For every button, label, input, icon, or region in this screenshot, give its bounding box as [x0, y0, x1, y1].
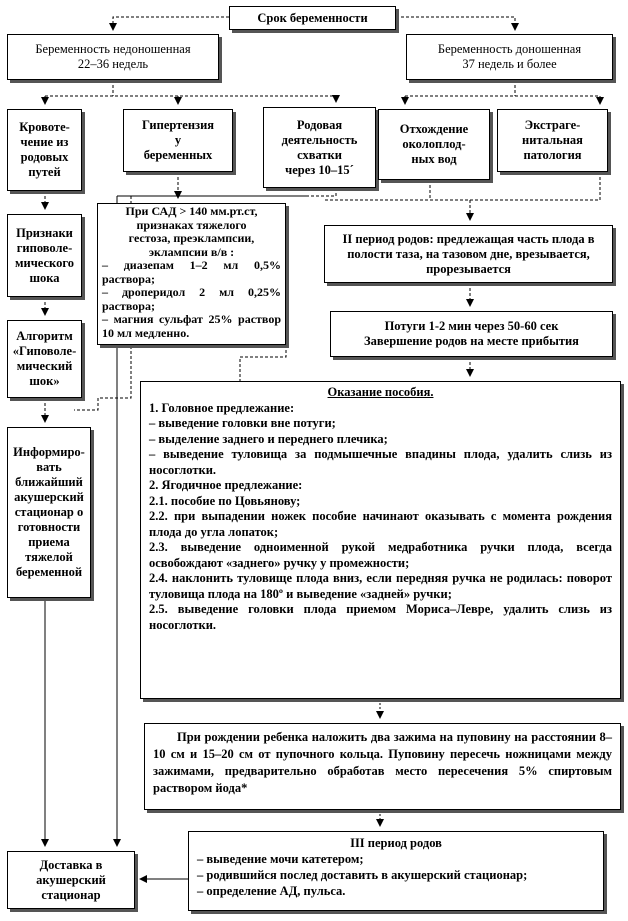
assist-line-10: 2.5. выведение головки плода приемом Мориса–Левре, удалить слизь из носоглотки. [149, 602, 612, 632]
inform-box [7, 427, 91, 598]
assist-line-4: – выведение туловища за подмышечные впадины плода, удалить слизь из носоглотки. [149, 447, 612, 477]
waters-line-1: Отхождение [399, 122, 469, 136]
labor-line-1: Родовая [296, 117, 343, 132]
delivery-line-2: акушерский [36, 872, 106, 887]
preterm-box [7, 34, 219, 80]
hypovolemic-signs-line-2: гиповоле- [16, 240, 73, 255]
treatment-header-line-4: эклампсии в/в : [148, 244, 235, 259]
hypertension-line-1: Гипертензия [141, 118, 215, 132]
assist-line-8: 2.3. выведение одноименной рукой медработника ручки плода, всегда освобождают «заднего» ручку у промежности; [149, 540, 612, 570]
inform-line-8: тяжелой [25, 550, 73, 564]
extragenital-line-3: патология [523, 148, 582, 162]
inform-line-5: стационар о [14, 505, 84, 519]
pushing-line-2: Завершение родов на месте прибытия [364, 334, 579, 348]
hypovolemic-signs-box [7, 214, 82, 297]
stage3-line-1: – выведение мочи катетером; [197, 852, 364, 866]
waters-line-2: околоплод- [402, 137, 466, 151]
hypertension-line-3: беременных [143, 148, 213, 162]
hypovolemic-algorithm-line-4: шок» [29, 374, 60, 388]
extragenital-box [497, 109, 608, 172]
inform-line-4: акушерский [14, 490, 84, 504]
stage3-title: III период родов [350, 836, 442, 850]
stage3-line-3: – определение АД, пульса. [197, 884, 346, 898]
hypovolemic-algorithm-line-2: «Гиповоле- [12, 344, 77, 358]
delivery-line-3: стационар [41, 887, 101, 902]
hypertension-box [123, 109, 233, 172]
pushing-line-1: Потуги 1-2 мин через 50-60 сек [384, 319, 559, 333]
inform-line-2: вать [36, 460, 62, 474]
waters-line-3: ных вод [411, 152, 457, 166]
hypovolemic-signs-line-3: мического [15, 255, 74, 270]
extragenital-line-1: Экстраге- [524, 118, 581, 132]
treatment-header-line-2: признаках тяжелого [136, 217, 247, 232]
assist-line-5: 2. Ягодичное предлежание: [149, 478, 303, 492]
inform-line-1: Информиро- [13, 445, 85, 459]
treatment-header-line-3: гестоза, преэклампсии, [128, 231, 255, 245]
hypertension-line-2: у [174, 133, 182, 147]
assist-line-2: – выведение головки вне потуги; [149, 416, 336, 430]
bleeding-line-4: путей [28, 165, 61, 179]
assist-line-1: 1. Головное предлежание: [149, 400, 295, 415]
hypovolemic-algorithm-line-1: Алгоритм [16, 329, 73, 343]
cord-text: При рождении ребенка наложить два зажима на пуповину на расстоянии 8–10 см и 15–20 см от пупочного кольца. Пуповину пересечь ножницами между зажимами, предварительно обработав место пересечения 5% спиртовым раствором йода* [153, 730, 612, 795]
hypovolemic-algorithm-line-3: мический [16, 359, 73, 373]
bleeding-line-1: Кровоте- [19, 120, 70, 134]
preterm-line-2: 22–36 недель [77, 57, 149, 71]
bleeding-line-2: чение из [20, 135, 69, 149]
assist-line-6: 2.1. пособие по Цовьянову; [149, 493, 301, 508]
inform-line-3: ближайший [15, 475, 83, 489]
assist-title: Оказание пособия. [327, 385, 434, 399]
root-label: Срок беременности [257, 10, 368, 25]
treatment-box [97, 203, 286, 345]
pushing-box [330, 311, 613, 357]
term-line-2: 37 недель и более [462, 57, 557, 71]
hypovolemic-signs-line-1: Признаки [16, 225, 73, 240]
treatment-item-droperidol: – дроперидол 2 мл 0,25% раствора; [102, 285, 281, 313]
stage2-text: II период родов: предлежащая часть плода в полости таза, на тазовом дне, врезывается, прорезывается [342, 231, 595, 276]
extragenital-line-2: нитальная [522, 133, 583, 147]
labor-line-3: схватки [297, 147, 342, 162]
assist-line-3: – выделение заднего и переднего плечика; [149, 431, 388, 446]
delivery-box [7, 851, 135, 909]
stage2-box [324, 225, 613, 283]
assist-box [140, 381, 621, 699]
labor-box [263, 107, 376, 188]
inform-line-6: готовности [17, 520, 81, 534]
bleeding-box [7, 109, 82, 191]
treatment-item-magnesium: – магния сульфат 25% раствор 10 мл медленно. [102, 312, 281, 340]
labor-line-4: через 10–15´ [285, 162, 354, 177]
treatment-header-line-1: При САД > 140 мм.рт.ст, [125, 204, 258, 218]
delivery-line-1: Доставка в [39, 857, 103, 872]
hypovolemic-signs-line-4: шока [29, 270, 60, 285]
labor-line-2: деятельность [281, 132, 358, 147]
bleeding-line-3: родовых [20, 150, 69, 164]
term-box [406, 34, 613, 80]
root-box [229, 6, 396, 30]
inform-line-9: беременной [15, 565, 83, 579]
hypovolemic-algorithm-box [7, 320, 82, 398]
preterm-line-1: Беременность недоношенная [35, 42, 191, 56]
stage3-box [188, 831, 604, 911]
cord-box [144, 723, 621, 810]
term-line-1: Беременность доношенная [437, 42, 582, 56]
treatment-item-diazepam: – диазепам 1–2 мл 0,5% раствора; [102, 258, 281, 286]
assist-line-7: 2.2. при выпадении ножек пособие начинают оказывать с момента рождения плода до угла лопаток; [149, 509, 612, 539]
assist-line-9: 2.4. наклонить туловище плода вниз, если передняя ручка не родилась: поворот туловища плода на 180º и выведение «задней» ручки; [149, 571, 612, 601]
inform-line-7: приема [28, 535, 70, 549]
waters-box [378, 109, 490, 180]
stage3-line-2: – родившийся послед доставить в акушерский стационар; [197, 868, 528, 882]
